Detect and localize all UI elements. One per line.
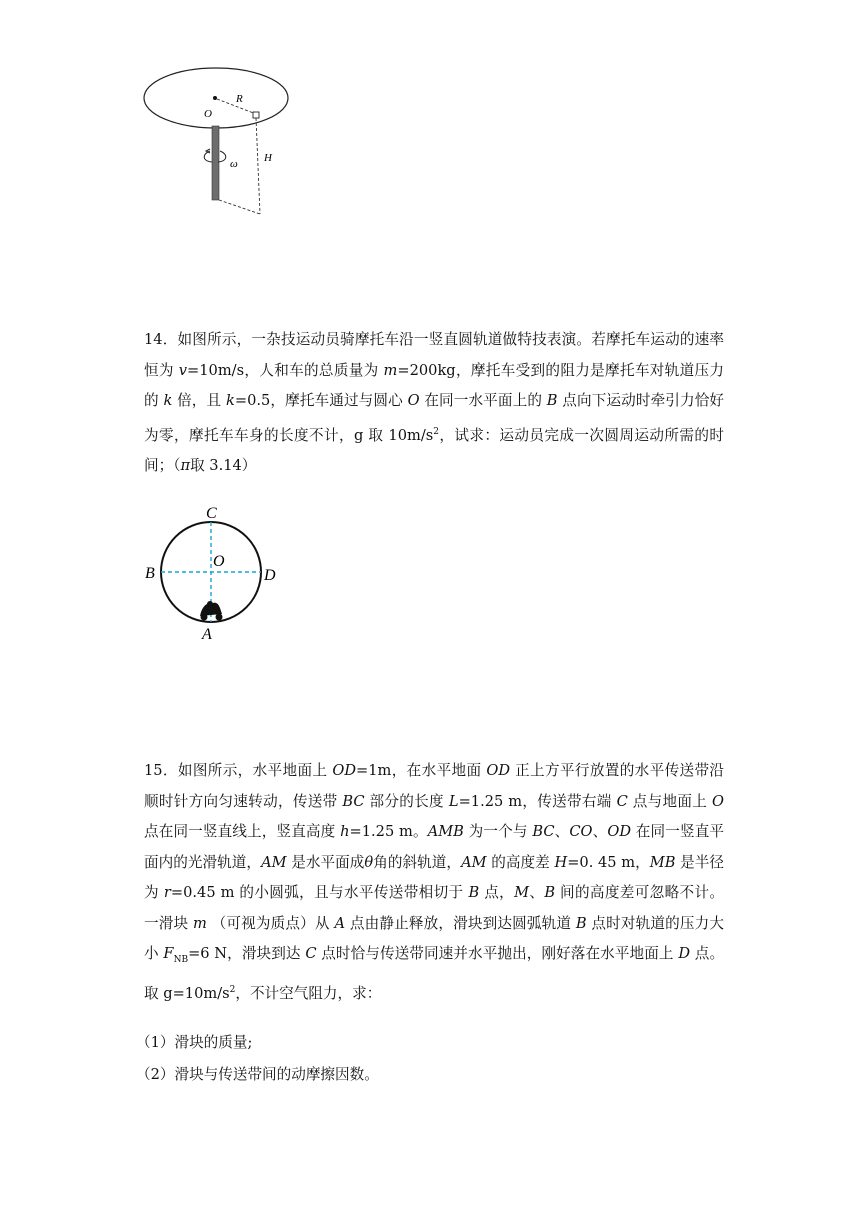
q15-text: 正上方平行放置的水平传送带沿顺时针方向匀速转动，传送带 [144, 762, 725, 810]
var-h: h [340, 823, 350, 840]
label-O: O [204, 108, 212, 120]
label-B: B [145, 565, 155, 582]
q15-text: =1m，在水平地面 [356, 762, 487, 779]
label-R: R [236, 93, 243, 105]
var-AMB: AMB [427, 823, 464, 840]
q14-text: ，试求：运动员完成一次圆周运动所需的时间；（ [144, 426, 724, 474]
circular-track-figure [140, 500, 290, 650]
center-point [213, 96, 217, 100]
q15-text: 点由静止释放，滑块到达圆弧轨道 [345, 914, 576, 932]
q15-text: （可视为质点）从 [206, 914, 335, 932]
question-14 [144, 325, 724, 481]
var-r: r [163, 884, 171, 901]
var-B: B [544, 884, 556, 901]
var-pi: π [180, 456, 191, 474]
q14-text: 如图所示，一杂技运动员骑摩托车沿一竖直圆轨道做特技表演。若摩托车运动的速率恒为 [144, 331, 724, 379]
q15-text: =1.25 m，传送带右端 [458, 792, 617, 810]
var-k: k [163, 392, 173, 409]
superscript: 2 [433, 426, 439, 437]
q15-text: 点。取 g=10m/s [144, 945, 725, 1003]
var-B: B [546, 392, 558, 409]
q15-text: 为一个与 [463, 823, 533, 840]
motorcycle-icon [200, 601, 223, 621]
label-C: C [206, 505, 217, 522]
q15-text: 如图所示，水平地面上 [177, 762, 333, 779]
var-B: B [468, 884, 480, 901]
var-BC: BC [342, 792, 365, 810]
label-D: D [264, 567, 276, 584]
q15-text: 、 [554, 823, 570, 840]
var-MB: MB [649, 853, 676, 871]
var-AM: AM [261, 853, 287, 871]
question-number: 14． [144, 331, 178, 348]
q15-text: 点时恰与传送带同速并水平抛出，刚好落在水平地面上 [316, 945, 679, 962]
q15-text: 部分的长度 [364, 792, 449, 810]
q14-text: 在同一水平面上的 [419, 392, 547, 409]
q14-text: =200kg，摩托车受到的阻力是摩托车对轨道压力的 [144, 361, 725, 409]
var-C: C [305, 945, 317, 962]
q15-text: =0.45 m 的小圆弧，且与水平传送带相切于 [170, 884, 469, 901]
small-block [253, 112, 259, 118]
q15-text: 间的高度差可忽略不计。一滑块 [144, 884, 724, 932]
q14-text: 倍，且 [172, 392, 226, 409]
label-O: O [213, 553, 225, 570]
q15-text: 角的斜轨道， [373, 853, 462, 871]
superscript: 2 [229, 985, 236, 996]
var-H: H [554, 853, 568, 871]
height-line [256, 118, 260, 214]
q15-text: 是水平面成 [286, 853, 365, 871]
var-M: M [514, 884, 530, 901]
q15-text: 的高度差 [486, 853, 555, 871]
var-m: m [193, 914, 207, 932]
q15-text: =0. 45 m， [567, 853, 650, 871]
var-BC: BC [532, 823, 555, 840]
var-m: m [383, 361, 398, 379]
q15-text: 点时对轨道的压力大小 [144, 914, 724, 962]
ground-line [219, 200, 260, 214]
q15-text: 点与地面上 [627, 792, 713, 810]
var-F: F [163, 945, 174, 962]
label-A: A [202, 626, 212, 643]
q14-text: 点向下运动时牵引力恰好为零，摩托车车身的长度不计，g 取 10m/s [144, 392, 725, 444]
var-theta: θ [364, 853, 374, 871]
var-D: D [678, 945, 691, 962]
q15-text: 是半径为 [144, 853, 724, 901]
q15-text: ，不计空气阻力，求： [235, 985, 382, 1003]
q14-text: =10m/s，人和车的总质量为 [187, 361, 384, 379]
q15-text: 点， [479, 884, 515, 901]
q15-text: 点在同一竖直线上，竖直高度 [144, 823, 341, 840]
var-v: v [178, 361, 188, 379]
var-O: O [712, 792, 725, 810]
question-number: 15． [144, 762, 178, 779]
subscript: NB [173, 954, 189, 965]
sub-question-1: （1）滑块的质量; [136, 1034, 253, 1051]
q14-text: 取 3.14） [190, 456, 257, 474]
var-A: A [334, 914, 346, 932]
var-k: k [226, 392, 235, 409]
var-AM: AM [461, 853, 487, 871]
label-H: H [264, 152, 272, 164]
q15-text: =1.25 m。 [349, 823, 428, 840]
label-omega: ω [230, 158, 238, 170]
var-OD: OD [332, 762, 357, 779]
var-C: C [616, 792, 628, 810]
var-L: L [448, 792, 459, 810]
q15-text: 、 [529, 884, 545, 901]
question-15 [144, 756, 724, 1010]
rotating-disk-figure [140, 66, 300, 226]
sub-question-2: （2）滑块与传送带间的动摩擦因数。 [136, 1066, 379, 1083]
var-CO: CO [569, 823, 593, 840]
q14-text: =0.5，摩托车通过与圆心 [234, 392, 408, 409]
var-O: O [407, 392, 420, 409]
var-B: B [575, 914, 587, 932]
axle-rod [212, 126, 219, 200]
q15-text: 在同一竖直平面内的光滑轨道， [144, 823, 725, 871]
q15-text: =6 N，滑块到达 [188, 945, 306, 962]
q15-text: 、 [592, 823, 608, 840]
var-OD: OD [607, 823, 632, 840]
var-OD: OD [486, 762, 511, 779]
